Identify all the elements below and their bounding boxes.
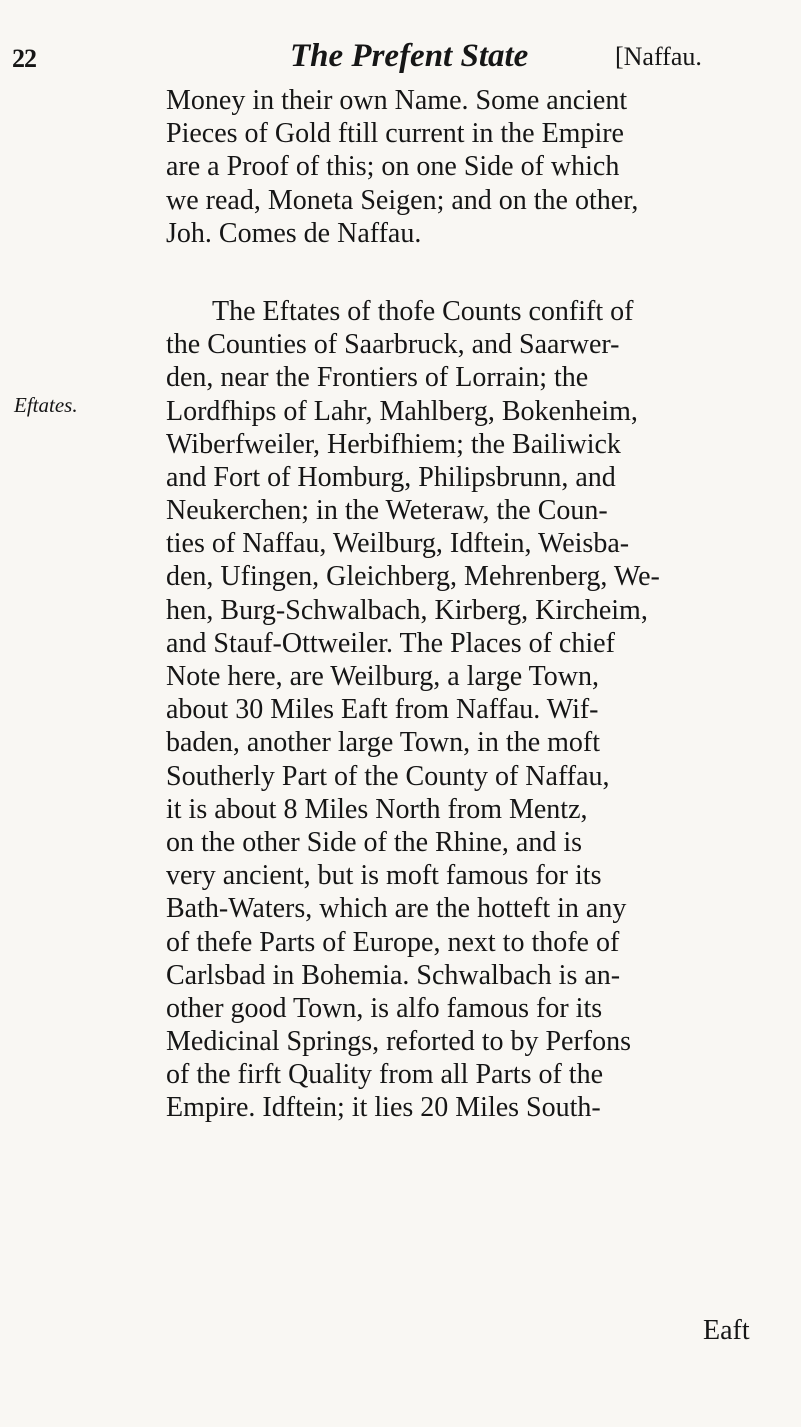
catchword: Eaft — [703, 1315, 750, 1346]
text-line: Bath-Waters, which are the hotteft in any — [166, 893, 627, 925]
text-line: den, near the Frontiers of Lorrain; the — [166, 362, 589, 394]
text-line: hen, Burg-Schwalbach, Kirberg, Kircheim, — [166, 594, 648, 626]
body-text — [166, 84, 796, 1125]
text-line: Empire. Idftein; it lies 20 Miles South- — [166, 1092, 601, 1124]
text-line: den, Ufingen, Gleichberg, Mehrenberg, We- — [166, 561, 660, 593]
text-line: The Eftates of thofe Counts confift of — [212, 295, 634, 327]
text-line: we read, Moneta Seigen; and on the other, — [166, 184, 639, 216]
text-line: Money in their own Name. Some ancient — [166, 85, 628, 116]
text-line: baden, another large Town, in the moft — [166, 727, 600, 759]
page-number: 22 — [12, 44, 36, 73]
text-line: Southerly Part of the County of Naffau, — [166, 760, 610, 792]
paragraph-2 — [166, 295, 796, 1125]
text-line: of thefe Parts of Europe, next to thofe of — [166, 926, 620, 958]
text-line: and Fort of Homburg, Philipsbrunn, and — [166, 461, 616, 493]
running-section: [Naffau. — [615, 42, 702, 71]
text-line: and Stauf-Ottweiler. The Places of chief — [166, 627, 615, 659]
paragraph-1 — [166, 84, 796, 250]
text-line: are a Proof of this; on one Side of which — [166, 151, 620, 183]
text-line: Medicinal Springs, reforted to by Perfons — [166, 1026, 632, 1058]
text-line: Neukerchen; in the Weteraw, the Coun- — [166, 495, 608, 527]
text-line: very ancient, but is moft famous for its — [166, 860, 602, 892]
text-line: Wiberfweiler, Herbifhiem; the Bailiwick — [166, 428, 621, 460]
text-line: Joh. Comes de Naffau. — [166, 217, 422, 249]
margin-note: Eftates. — [14, 393, 78, 417]
text-line: Pieces of Gold ftill current in the Empire — [166, 118, 624, 150]
text-line: Lordfhips of Lahr, Mahlberg, Bokenheim, — [166, 395, 638, 427]
text-line: Note here, are Weilburg, a large Town, — [166, 661, 600, 692]
text-line: on the other Side of the Rhine, and is — [166, 826, 583, 858]
text-line: about 30 Miles Eaft from Naffau. Wif- — [166, 694, 599, 726]
text-line: other good Town, is alfo famous for its — [166, 992, 603, 1024]
text-line: the Counties of Saarbruck, and Saarwer- — [166, 329, 620, 361]
running-title — [290, 38, 528, 75]
running-title-rest: Prefent State — [351, 38, 529, 74]
running-title-the: The — [290, 38, 344, 74]
text-line: it is about 8 Miles North from Mentz, — [166, 793, 588, 825]
text-line: Carlsbad in Bohemia. Schwalbach is an- — [166, 959, 621, 991]
text-line: of the firft Quality from all Parts of the — [166, 1059, 603, 1091]
text-line: ties of Naffau, Weilburg, Idftein, Weisba- — [166, 528, 630, 560]
